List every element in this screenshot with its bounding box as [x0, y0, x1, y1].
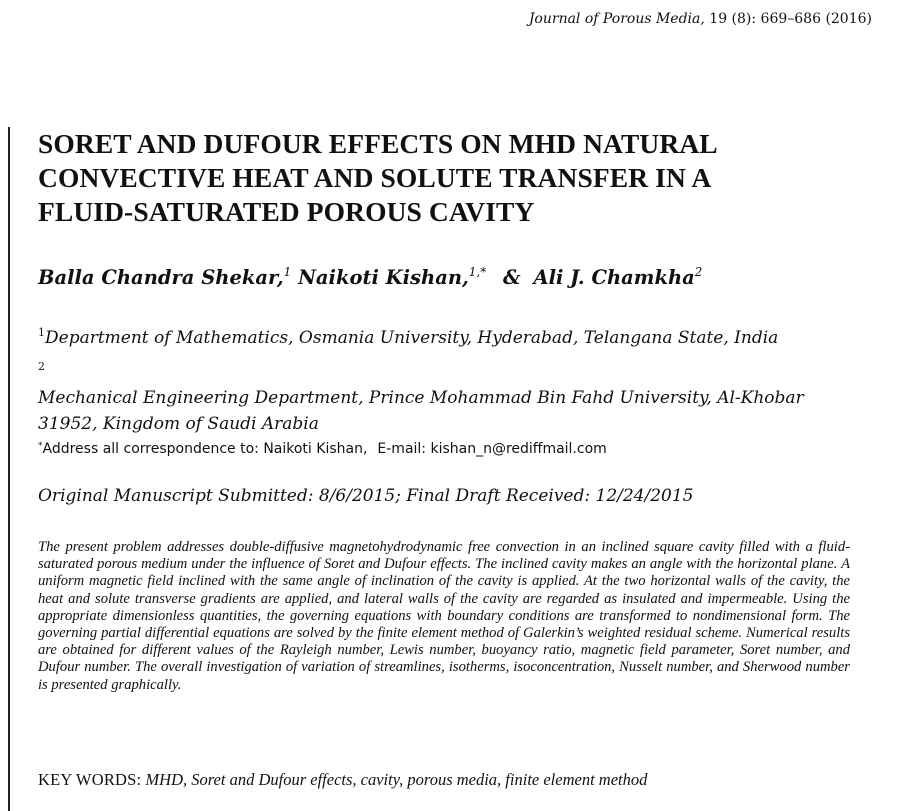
- journal-reference: [529, 11, 872, 27]
- author-name: Ali J. Chamkha: [533, 266, 695, 289]
- keywords-label: KEY WORDS:: [38, 770, 142, 789]
- affiliation-text: Department of Mathematics, Osmania University, Hyderabad, Telangana State, India: [45, 328, 779, 348]
- paper-title-line-3: FLUID-SATURATED POROUS CAVITY: [38, 196, 535, 227]
- author-superscript: 1: [283, 265, 292, 279]
- affiliation-superscript: 2: [38, 360, 45, 373]
- correspondence-asterisk: *: [38, 441, 43, 451]
- affiliation-2: [38, 359, 804, 437]
- affiliation-line: 31952, Kingdom of Saudi Arabia: [38, 414, 319, 434]
- correspondence-text: Address all correspondence to: Naikoti Kishan,: [42, 441, 368, 457]
- left-margin-rule: [8, 127, 10, 811]
- correspondence-email[interactable]: E-mail: kishan_n@rediffmail.com: [377, 441, 607, 457]
- author-list: [38, 266, 702, 289]
- author-superscript: 1,*: [468, 265, 487, 279]
- correspondence-line: [38, 441, 607, 457]
- author-name: Naikoti Kishan,: [298, 266, 469, 289]
- affiliation-line: [38, 359, 804, 411]
- keywords-text: MHD, Soret and Dufour effects, cavity, porous media, finite element method: [145, 770, 648, 789]
- author-superscript: 2: [694, 265, 703, 279]
- journal-name: Journal of Porous Media,: [528, 11, 705, 27]
- paper-title: [38, 127, 878, 229]
- author-ampersand: &: [503, 266, 521, 289]
- abstract-text: The present problem addresses double-diffusive magnetohydrodynamic free convection in an inclined square cavity filled with a fluid-saturated porous medium under the influence of Soret and Dufour effects. The inclined cavity makes an angle with the horizontal plane. A uniform magnetic field inclined with the same angle of inclination of the cavity is applied. At the two horizontal walls of the cavity, the heat and solute transverse gradients are applied, and lateral walls of the cavity are regarded as insulated and impermeable. Using the appropriate dimensionless quantities, the governing equations with boundary conditions are transformed to nondimensional form. The governing partial differential equations are solved by the finite element method of Galerkin’s weighted residual scheme. Numerical results are obtained for different values of the Rayleigh number, Lewis number, buoyancy ratio, magnetic field parameter, Soret number, and Dufour number. The overall investigation of variation of streamlines, isotherms, isoconcentration, Nusselt number, and Sherwood number is presented graphically.: [38, 539, 850, 693]
- keywords-line: [38, 770, 647, 790]
- affiliation-1: [38, 325, 778, 351]
- paper-title-line-1: SORET AND DUFOUR EFFECTS ON MHD NATURAL: [38, 128, 718, 159]
- journal-issue: 19 (8): 669–686 (2016): [709, 11, 872, 27]
- paper-title-line-2: CONVECTIVE HEAT AND SOLUTE TRANSFER IN A: [38, 162, 712, 193]
- author-name: Balla Chandra Shekar,: [38, 266, 284, 289]
- manuscript-dates: Original Manuscript Submitted: 8/6/2015; Final Draft Received: 12/24/2015: [38, 486, 694, 506]
- affiliation-superscript: 1: [38, 326, 45, 339]
- affiliation-text: Mechanical Engineering Department, Prince Mohammad Bin Fahd University, Al-Khobar: [38, 388, 804, 408]
